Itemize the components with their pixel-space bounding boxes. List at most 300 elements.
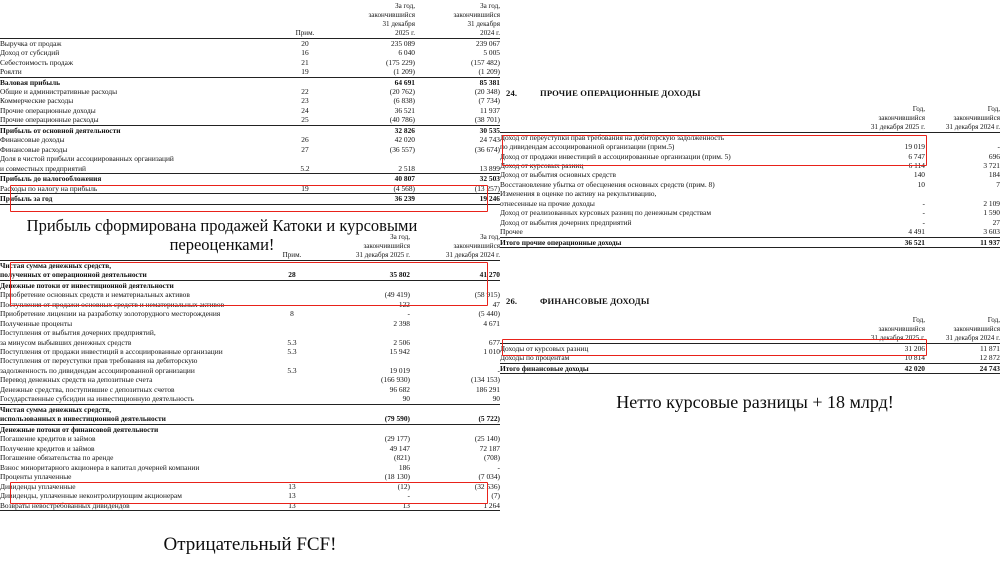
- row-label: Перевод денежных средств на депозитные счета: [0, 375, 153, 385]
- table-row: [0, 424, 500, 434]
- row-note: 22: [301, 87, 309, 96]
- row-value-2024: 27: [992, 217, 1000, 227]
- other-operating-income-table: [500, 105, 1000, 248]
- cf-col-2024-line1: За год,: [480, 233, 500, 241]
- row-note: 28: [264, 270, 320, 280]
- row-value-2025: (20 762): [389, 87, 415, 96]
- table-row: [500, 363, 1000, 373]
- row-label: Поступления от продажи инвестиций в ассоциированные организации: [0, 347, 223, 357]
- table-row: [0, 356, 500, 365]
- row-value-2024: 19 246: [415, 194, 500, 204]
- row-note: [264, 434, 320, 443]
- row-value-2024: [925, 189, 1000, 198]
- row-value-2025: (79 590): [320, 414, 410, 424]
- cf-col-note-header: Прим.: [264, 251, 320, 261]
- row-value-2024: 90: [410, 394, 500, 404]
- row-label: Расходы по налогу на прибыль: [0, 183, 98, 193]
- row-value-2024: 32 503: [415, 174, 500, 184]
- row-value-2024: 11 937: [479, 105, 500, 115]
- fi-body: [500, 343, 1000, 373]
- row-value-2024: (1 209): [478, 67, 500, 77]
- row-value-2025: 2 518: [398, 163, 415, 173]
- row-value-2025: 10 814: [820, 353, 925, 363]
- row-note: 13: [288, 491, 296, 501]
- ooi-col-2024-line3: 31 декабря 2024 г.: [925, 123, 1000, 132]
- row-note: [264, 463, 320, 472]
- row-label: задолженность по дивидендам ассоциированной организации: [0, 365, 195, 375]
- row-note: [280, 77, 330, 87]
- table-row: [0, 48, 500, 57]
- row-value-2024: 12 872: [925, 353, 1000, 363]
- row-label: Доход от реализованных курсовых разниц по денежным средствам: [500, 208, 712, 218]
- row-value-2024: 41 270: [410, 270, 500, 280]
- row-value-2024: (134 153): [471, 375, 500, 385]
- row-value-2025: 90: [320, 394, 410, 404]
- row-label: полученных от операционной деятельности: [0, 270, 264, 280]
- col-2024-line1: За год,: [480, 2, 500, 10]
- table-row: [0, 135, 500, 144]
- row-value-2024: -: [997, 142, 1000, 152]
- income-statement-block: [0, 2, 500, 205]
- row-label: Полученные проценты: [0, 318, 73, 328]
- row-value-2025: 42 020: [394, 135, 415, 145]
- row-value-2025: 32 826: [330, 125, 415, 135]
- cash-flow-table: [0, 233, 500, 511]
- row-value-2024: [410, 260, 500, 270]
- table-row: [0, 115, 500, 125]
- row-value-2025: -: [407, 309, 410, 319]
- col-2025-line1: За год,: [395, 2, 415, 10]
- row-label: Доход от выбытия дочерних предприятий: [500, 217, 632, 227]
- table-row: [0, 414, 500, 424]
- row-label: Себестоимость продаж: [0, 57, 74, 67]
- fi-col-2025-line2: закончившийся: [878, 324, 925, 333]
- col-2025-line4: 2025 г.: [330, 29, 415, 39]
- table-row: [0, 328, 500, 337]
- row-value-2025: (166 930): [381, 375, 410, 385]
- row-value-2025: 10: [917, 179, 925, 189]
- income-statement-header: [0, 2, 500, 38]
- ooi-body: [500, 132, 1000, 248]
- row-value-2024: 11 871: [925, 343, 1000, 353]
- table-row: [0, 300, 500, 309]
- table-row: [0, 319, 500, 328]
- table-row: [0, 145, 500, 154]
- row-note: [264, 290, 320, 299]
- row-label: Выручка от продаж: [0, 38, 280, 48]
- row-value-2025: (18 130): [384, 472, 410, 482]
- row-label: Получение кредитов и займов: [0, 443, 95, 453]
- row-value-2025: (29 177): [384, 434, 410, 444]
- row-label: Приобретение основных средств и нематериальных активов: [0, 290, 190, 300]
- section-26-title: ФИНАНСОВЫЕ ДОХОДЫ: [540, 296, 650, 306]
- table-row: [0, 164, 500, 174]
- row-value-2024: (32 536): [474, 481, 500, 491]
- row-value-2024: 24 743: [479, 135, 500, 145]
- cf-col-2024-line3: 31 декабря 2024 г.: [410, 251, 500, 261]
- row-value-2024: 3 603: [925, 227, 1000, 237]
- row-value-2024: [925, 132, 1000, 142]
- row-label: по дивидендам ассоциированной организации (прим.5): [500, 142, 675, 152]
- row-value-2024: [410, 356, 500, 365]
- row-label: Погашение обязательства по аренде: [0, 453, 114, 463]
- table-row: [500, 218, 1000, 227]
- cash-flow-header: [0, 233, 500, 260]
- row-label: Доходы от курсовых разниц: [500, 343, 820, 353]
- table-row: [0, 309, 500, 318]
- row-value-2025: -: [922, 208, 925, 218]
- row-note: [280, 194, 330, 204]
- row-value-2024: 11 937: [925, 237, 1000, 247]
- row-value-2025: 15 942: [389, 347, 410, 357]
- table-row: [0, 338, 500, 347]
- table-row: [0, 106, 500, 115]
- table-row: [0, 482, 500, 491]
- col-2024-line2: закончившийся: [453, 10, 500, 19]
- row-value-2025: 36 239: [330, 194, 415, 204]
- row-value-2024: (708): [483, 453, 500, 463]
- row-value-2025: [320, 280, 410, 290]
- table-row: [0, 347, 500, 356]
- row-value-2024: 7: [996, 179, 1000, 189]
- row-note: [264, 404, 320, 414]
- row-note: 26: [301, 135, 309, 145]
- row-note: [264, 328, 320, 337]
- row-value-2025: 96 682: [389, 384, 410, 394]
- finance-income-table: [500, 316, 1000, 374]
- table-row: [0, 472, 500, 481]
- cf-col-2025-line2: закончившийся: [363, 241, 410, 250]
- row-label: Проценты уплаченные: [0, 472, 72, 482]
- row-note: 13: [264, 501, 320, 511]
- table-row: [0, 194, 500, 204]
- cf-col-2025-line1: За год,: [390, 233, 410, 241]
- row-value-2025: 40 807: [330, 174, 415, 184]
- row-value-2025: 64 691: [330, 77, 415, 87]
- row-value-2024: [410, 328, 500, 337]
- row-value-2025: (175 229): [386, 57, 415, 67]
- fi-col-2025-line3: 31 декабря 2025 г.: [820, 334, 925, 343]
- row-value-2025: [320, 356, 410, 365]
- row-value-2024: -: [497, 365, 500, 375]
- row-value-2025: 122: [398, 299, 410, 309]
- ooi-col-2024-line2: закончившийся: [953, 113, 1000, 122]
- table-row: [0, 385, 500, 394]
- row-value-2025: (1 209): [393, 67, 415, 77]
- row-value-2025: (40 786): [389, 115, 415, 125]
- row-value-2024: 72 187: [479, 443, 500, 453]
- row-note: 16: [301, 48, 309, 58]
- row-note: 24: [301, 105, 309, 115]
- row-label: Поступления от переуступки прав требования на дебиторскую: [0, 356, 198, 366]
- row-value-2024: (7 734): [478, 96, 500, 106]
- row-label: Прочее: [500, 227, 820, 237]
- table-row: [0, 96, 500, 105]
- row-value-2024: (25 140): [474, 434, 500, 444]
- annotation-fcf-note: Отрицательный FCF!: [163, 534, 337, 555]
- cf-col-2024-line2: закончившийся: [453, 241, 500, 250]
- row-label: Денежные средства, поступившие с депозитных счетов: [0, 384, 175, 394]
- table-row: [0, 434, 500, 443]
- section-24-number: 24.: [506, 88, 518, 98]
- row-label: использованных в инвестиционной деятельности: [0, 414, 264, 424]
- row-note: [264, 394, 320, 404]
- row-value-2025: (6 838): [393, 96, 415, 106]
- row-label: Итого финансовые доходы: [500, 363, 820, 373]
- row-value-2024: (58 915): [474, 290, 500, 300]
- ooi-header: [500, 105, 1000, 132]
- table-row: [500, 152, 1000, 161]
- col-note-header: Прим.: [280, 29, 330, 39]
- row-value-2024: (20 348): [474, 87, 500, 96]
- row-value-2025: [820, 189, 925, 198]
- row-value-2025: 186: [398, 462, 410, 472]
- row-value-2024: 1 010: [483, 347, 500, 357]
- row-value-2024: 13 899: [479, 163, 500, 173]
- row-value-2024: 85 381: [415, 77, 500, 87]
- row-value-2024: (13 257): [474, 183, 500, 193]
- row-label: Доход от субсидий: [0, 48, 60, 58]
- row-label: Чистая сумма денежных средств,: [0, 404, 112, 414]
- table-row: [0, 58, 500, 67]
- row-value-2024: [410, 404, 500, 414]
- table-row: [500, 227, 1000, 237]
- row-value-2025: 6 747: [908, 151, 925, 161]
- row-value-2025: [320, 328, 410, 337]
- table-row: [500, 353, 1000, 363]
- row-note: 27: [301, 144, 309, 154]
- row-value-2025: [320, 424, 410, 434]
- row-value-2024: [415, 154, 500, 163]
- row-note: [264, 260, 320, 270]
- section-24-heading: [506, 88, 701, 98]
- row-value-2025: -: [922, 198, 925, 208]
- row-value-2024: 696: [988, 151, 1000, 161]
- row-label: Доход от курсовых разниц: [500, 160, 584, 170]
- row-label: Прибыль от основной деятельности: [0, 125, 280, 135]
- row-value-2024: -: [497, 462, 500, 472]
- row-note: 21: [301, 57, 309, 67]
- col-2024-line4: 2024 г.: [415, 29, 500, 39]
- row-label: за минусом выбывших денежных средств: [0, 337, 132, 347]
- table-row: [0, 463, 500, 472]
- row-label: Взнос миноритарного акционера в капитал дочерней компании: [0, 462, 200, 472]
- row-label: Прочие операционные расходы: [0, 115, 99, 125]
- row-label: Финансовые доходы: [0, 135, 65, 145]
- section-26-number: 26.: [506, 296, 518, 306]
- finance-income-block: [500, 316, 1000, 374]
- col-2025-line2: закончившийся: [368, 10, 415, 19]
- income-statement-body: [0, 38, 500, 204]
- table-row: [500, 142, 1000, 151]
- row-label: Доход от выбытия основных средств: [500, 170, 617, 180]
- row-note: [264, 375, 320, 384]
- table-row: [500, 208, 1000, 217]
- row-label: Поступления от продажи основных средств и нематериальных активов: [0, 299, 225, 309]
- ooi-col-2025-line1: Год,: [912, 105, 925, 113]
- row-note: [264, 356, 320, 365]
- row-note: [264, 280, 320, 290]
- row-note: [264, 472, 320, 481]
- table-row: [500, 343, 1000, 353]
- table-row: [0, 67, 500, 77]
- section-26-heading: [506, 296, 649, 306]
- row-note: [280, 174, 330, 184]
- row-label: Дивиденды уплаченные: [0, 481, 76, 491]
- row-value-2025: [320, 260, 410, 270]
- table-row: [500, 132, 1000, 142]
- row-value-2024: 1 264: [410, 501, 500, 511]
- table-row: [0, 453, 500, 462]
- table-row: [0, 154, 500, 163]
- row-value-2025: 36 521: [820, 237, 925, 247]
- income-statement-table: [0, 2, 500, 205]
- table-row: [500, 189, 1000, 198]
- table-row: [0, 290, 500, 299]
- row-label: Коммерческие расходы: [0, 96, 74, 106]
- row-label: и совместных предприятий: [0, 163, 86, 173]
- row-label: Дивиденды, уплаченные неконтролирующим акционерам: [0, 491, 182, 501]
- row-note: [264, 444, 320, 453]
- row-value-2024: (5 722): [410, 414, 500, 424]
- row-label: Валовая прибыль: [0, 77, 280, 87]
- table-row: [0, 375, 500, 384]
- row-label: Общие и административные расходы: [0, 87, 118, 96]
- row-value-2025: 2 506: [393, 337, 410, 347]
- row-value-2025: 140: [913, 170, 925, 180]
- row-note: [280, 154, 330, 163]
- col-2025-line3: 31 декабря: [382, 19, 415, 28]
- row-note: 13: [288, 481, 296, 491]
- row-label: Финансовые расходы: [0, 144, 68, 154]
- row-value-2025: 6 114: [908, 160, 925, 170]
- row-value-2024: (7 034): [478, 472, 500, 482]
- other-operating-income-block: [500, 105, 1000, 248]
- table-row: [500, 199, 1000, 208]
- row-value-2024: 4 671: [483, 318, 500, 328]
- cash-flow-block: [0, 233, 500, 511]
- row-value-2025: (4 568): [393, 183, 415, 193]
- row-value-2025: 49 147: [389, 443, 410, 453]
- row-value-2024: (38 701): [474, 115, 500, 125]
- row-label: Денежные потоки от инвестиционной деятельности: [0, 280, 174, 290]
- row-note: [264, 453, 320, 462]
- row-note: 5.2: [300, 163, 310, 173]
- row-value-2024: [410, 280, 500, 290]
- table-row: [0, 260, 500, 270]
- row-value-2024: 677: [488, 337, 500, 347]
- row-value-2025: 19 019: [389, 365, 410, 375]
- row-value-2025: 19 019: [904, 142, 925, 152]
- row-value-2025: 6 040: [398, 48, 415, 58]
- row-note: [264, 300, 320, 309]
- row-value-2024: 3 721: [983, 160, 1000, 170]
- row-value-2025: 31 206: [820, 343, 925, 353]
- row-value-2024: 184: [988, 170, 1000, 180]
- table-row: [0, 125, 500, 135]
- table-row: [0, 87, 500, 96]
- row-value-2025: 36 521: [394, 105, 415, 115]
- fi-header: [500, 316, 1000, 343]
- table-row: [0, 270, 500, 280]
- row-value-2025: 13: [320, 501, 410, 511]
- row-value-2024: (36 674): [474, 144, 500, 154]
- row-label: Поступления от выбытия дочерних предприятий,: [0, 328, 156, 338]
- row-label: Итого прочие операционные доходы: [500, 237, 820, 247]
- row-note: 5.3: [287, 347, 297, 357]
- fi-col-2024-line2: закончившийся: [953, 324, 1000, 333]
- row-value-2025: 35 802: [320, 270, 410, 280]
- row-note: [264, 414, 320, 424]
- row-value-2025: 235 089: [330, 38, 415, 48]
- row-label: Возвраты невостребованных дивидендов: [0, 501, 264, 511]
- ooi-col-2024-line1: Год,: [987, 105, 1000, 113]
- row-value-2025: (36 557): [389, 144, 415, 154]
- row-label: Государственные субсидии на инвестиционную деятельность: [0, 394, 264, 404]
- row-value-2024: [410, 424, 500, 434]
- fi-col-2025-line1: Год,: [912, 316, 925, 324]
- row-value-2025: 42 020: [820, 363, 925, 373]
- row-note: 5.3: [287, 365, 297, 375]
- table-row: [0, 38, 500, 48]
- table-row: [500, 170, 1000, 179]
- annotation-profit-note: Прибыль сформирована продажей Катоки и курсовыми переоценками!: [26, 216, 418, 255]
- table-row: [0, 280, 500, 290]
- table-row: [500, 161, 1000, 170]
- row-value-2024: 24 743: [925, 363, 1000, 373]
- row-note: 25: [301, 115, 309, 125]
- row-value-2024: 30 535: [415, 125, 500, 135]
- row-note: 19: [301, 67, 309, 77]
- row-value-2025: [330, 154, 415, 163]
- table-row: [500, 237, 1000, 247]
- row-value-2025: -: [922, 217, 925, 227]
- row-label: Погашение кредитов и займов: [0, 434, 96, 444]
- row-value-2024: 186 291: [475, 384, 500, 394]
- row-value-2025: 2 398: [393, 318, 410, 328]
- row-label: Чистая сумма денежных средств,: [0, 260, 264, 270]
- row-value-2024: 2 109: [983, 198, 1000, 208]
- row-label: Доходы по процентам: [500, 353, 820, 363]
- row-label: Денежные потоки от финансовой деятельности: [0, 424, 159, 434]
- row-label: Роялти: [0, 67, 22, 77]
- cf-col-2025-line3: 31 декабря 2025 г.: [320, 251, 410, 261]
- row-label: Прибыль за год: [0, 194, 280, 204]
- row-note: 19: [301, 183, 309, 193]
- fi-col-2024-line1: Год,: [987, 316, 1000, 324]
- row-label: Изменения в оценке по активу на рекультивацию,: [500, 189, 657, 199]
- row-note: [264, 319, 320, 328]
- table-row: [0, 444, 500, 453]
- row-label: Восстановление убытка от обесценения основных средств (прим. 8): [500, 179, 715, 189]
- row-label: Приобретение лицензии на разработку золоторудного месторождения: [0, 309, 221, 319]
- row-value-2024: 1 590: [983, 208, 1000, 218]
- fi-col-2024-line3: 31 декабря 2024 г.: [925, 334, 1000, 343]
- row-label: Доход от продажи инвестиций в ассоциированные организации (прим. 5): [500, 151, 731, 161]
- row-note: [264, 424, 320, 434]
- row-value-2024: (7): [491, 491, 500, 501]
- table-row: [0, 366, 500, 375]
- row-label: Доход от переуступки прав требования на дебиторскую задолженность: [500, 132, 820, 142]
- row-note: 23: [301, 96, 309, 106]
- ooi-col-2025-line2: закончившийся: [878, 113, 925, 122]
- row-note: 5.3: [287, 337, 297, 347]
- table-row: [0, 404, 500, 414]
- table-row: [0, 491, 500, 500]
- row-label: Доля в чистой прибыли ассоциированных организаций: [0, 154, 174, 164]
- table-row: [0, 184, 500, 194]
- row-value-2025: (821): [393, 453, 410, 463]
